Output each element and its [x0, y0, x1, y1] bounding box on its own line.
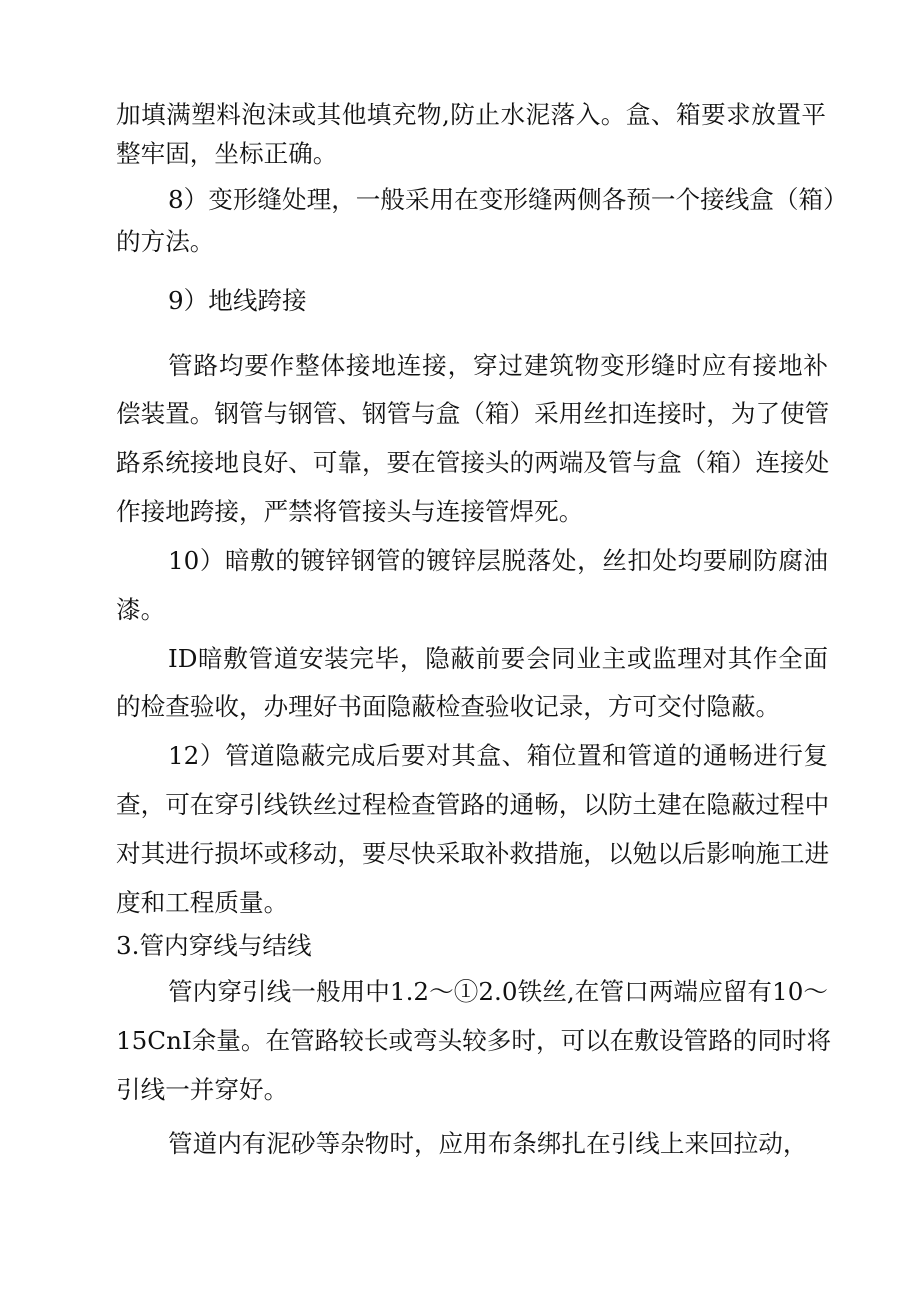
section-heading: 9）地线跨接 [168, 286, 307, 315]
paragraph-line: 度和工程质量。 [116, 888, 289, 917]
paragraph-line: 引线一并穿好。 [116, 1075, 289, 1104]
paragraph-line: 的方法。 [116, 227, 215, 256]
paragraph-line: 管道内有泥砂等杂物时，应用布条绑扎在引线上来回拉动， [168, 1129, 808, 1158]
paragraph-line: 路系统接地良好、可靠，要在管接头的两端及管与盒（箱）连接处 [116, 448, 830, 477]
paragraph-line: 15CnI余量。在管路较长或弯头较多时，可以在敷设管路的同时将 [116, 1026, 832, 1055]
paragraph-line: 漆。 [116, 595, 166, 624]
paragraph-line: ID暗敷管道安装完毕，隐蔽前要会同业主或监理对其作全面 [168, 644, 828, 673]
paragraph-line: 查，可在穿引线铁丝过程检查管路的通畅，以防土建在隐蔽过程中 [116, 790, 830, 819]
paragraph-line: 加填满塑料泡沫或其他填充物,防止水泥落入。盒、箱要求放置平 [116, 100, 826, 129]
paragraph-line: 管内穿引线一般用中1.2～①2.0铁丝,在管口两端应留有10～ [168, 977, 828, 1006]
paragraph-line: 管路均要作整体接地连接，穿过建筑物变形缝时应有接地补 [168, 351, 828, 380]
paragraph-line: 整牢固，坐标正确。 [116, 139, 338, 168]
paragraph-line: 的检查验收，办理好书面隐蔽检查验收记录，方可交付隐蔽。 [116, 692, 781, 721]
paragraph-line: 10）暗敷的镀锌钢管的镀锌层脱落处，丝扣处均要刷防腐油 [168, 546, 828, 575]
paragraph-line: 偿装置。钢管与钢管、钢管与盒（箱）采用丝扣连接时，为了使管 [116, 399, 830, 428]
paragraph-line: 12）管道隐蔽完成后要对其盒、箱位置和管道的通畅进行复 [168, 741, 828, 770]
section-heading: 3.管内穿线与结线 [116, 931, 312, 960]
paragraph-line: 对其进行损坏或移动，要尽快采取补救措施，以勉以后影响施工进 [116, 839, 830, 868]
paragraph-line: 8）变形缝处理，一般采用在变形缝两侧各预一个接线盒（箱） [168, 185, 848, 214]
paragraph-line: 作接地跨接，严禁将管接头与连接管焊死。 [116, 497, 584, 526]
